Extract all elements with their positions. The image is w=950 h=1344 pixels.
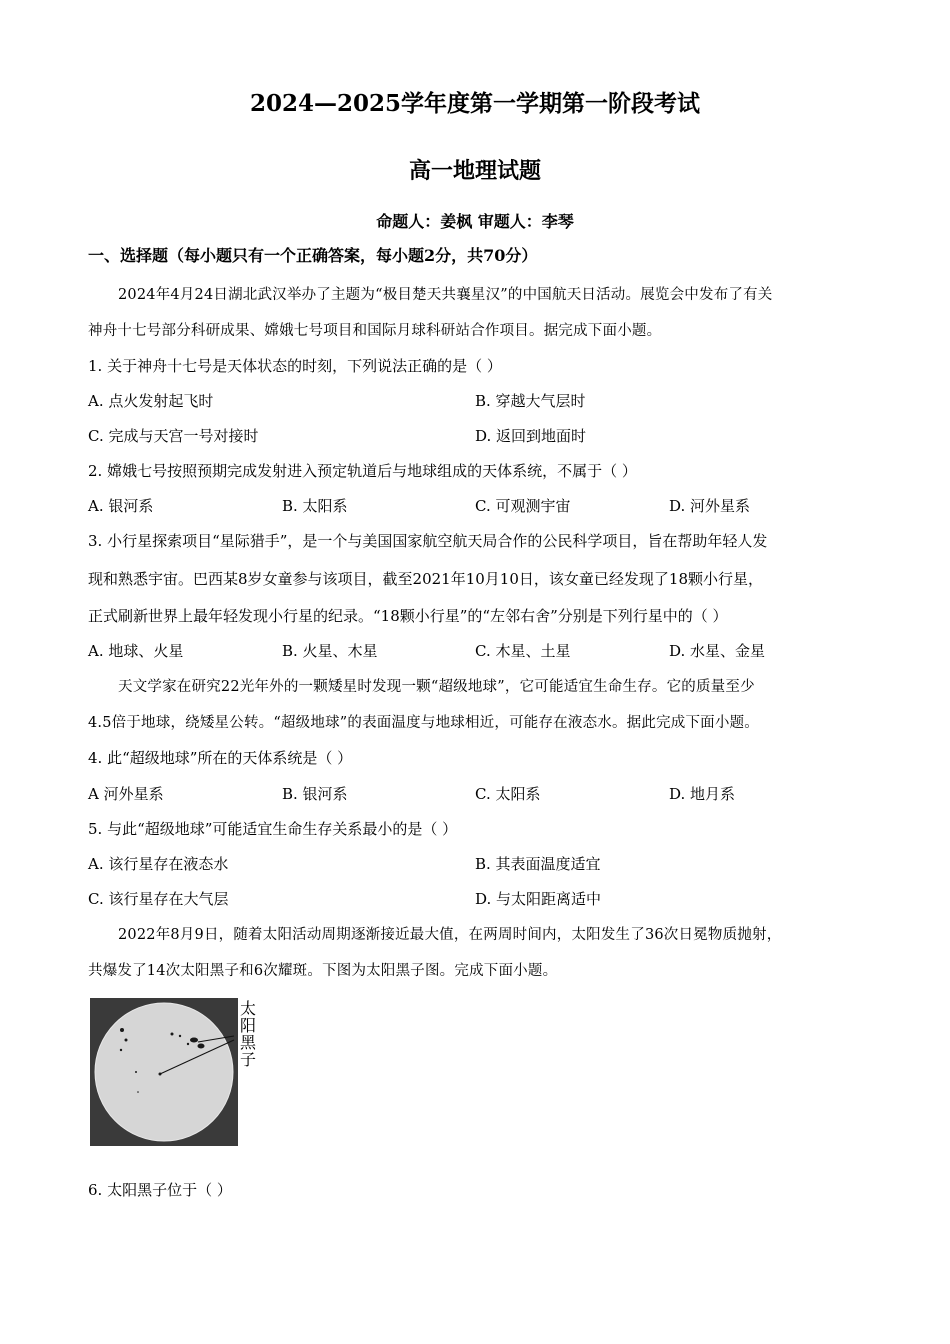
sunspot [137,1091,139,1093]
section-heading: 一、选择题（每小题只有一个正确答案，每小题2分，共70分） [88,246,538,265]
sunspot [187,1043,189,1045]
question-3-option-a: A. 地球、火星 [88,642,184,660]
question-1-option-c: C. 完成与天宫一号对接时 [88,427,259,445]
question-3-option-b: B. 火星、木星 [282,642,378,660]
passage-3-line-1: 2022年8月9日，随着太阳活动周期逐渐接近最大值，在两周时间内，太阳发生了36次日冕物质抛射， [118,927,782,943]
question-4-option-d: D. 地月系 [669,785,736,803]
exam-subtitle: 高一地理试题 [408,158,541,184]
sunspot [179,1035,181,1037]
sunspot-label-char: 太 [240,999,257,1018]
sunspot [171,1033,174,1036]
question-5-option-b: B. 其表面温度适宜 [475,855,601,873]
question-3-line-1: 3. 小行星探索项目“星际猎手”，是一个与美国国家航空航天局合作的公民科学项目，旨在帮助年轻人发 [88,532,768,550]
question-3-line-2: 现和熟悉宇宙。巴西某8岁女童参与该项目，截至2021年10月10日，该女童已经发现了18颗小行星， [88,570,763,588]
question-1-option-b: B. 穿越大气层时 [475,392,586,410]
question-1-stem: 1. 关于神舟十七号是天体状态的时刻，下列说法正确的是（ ） [88,357,502,375]
question-4-stem: 4. 此“超级地球”所在的天体系统是（ ） [88,749,353,767]
sunspot [198,1044,205,1049]
sunspot-label-char: 子 [240,1050,257,1069]
question-1-option-d: D. 返回到地面时 [475,427,587,445]
question-5-option-d: D. 与太阳距离适中 [475,890,602,908]
question-5-option-a: A. 该行星存在液态水 [88,855,229,873]
question-5-option-c: C. 该行星存在大气层 [88,890,229,908]
question-3-line-3: 正式刷新世界上最年轻发现小行星的纪录。“18颗小行星”的“左邻右舍”分别是下列行星中的（ ） [88,607,728,625]
question-2-stem: 2. 嫦娥七号按照预期完成发射进入预定轨道后与地球组成的天体系统，不属于（ ） [88,462,637,480]
question-2-option-c: C. 可观测宇宙 [475,497,571,515]
exam-title: 2024—2025学年度第一学期第一阶段考试 [249,90,701,117]
question-1-option-a: A. 点火发射起飞时 [88,392,214,410]
question-3-option-c: C. 木星、土星 [475,642,571,660]
sunspot [135,1071,137,1073]
sunspot [190,1038,198,1043]
question-6-stem: 6. 太阳黑子位于（ ） [88,1181,232,1199]
question-4-option-b: B. 银河系 [282,785,348,803]
sunspot-figure [90,996,270,1148]
sunspot [120,1049,122,1051]
passage-1-line-2: 神舟十七号部分科研成果、嫦娥七号项目和国际月球科研站合作项目。据完成下面小题。 [88,323,662,339]
sunspot-label-char: 阳 [240,1016,257,1035]
question-4-option-a: A 河外星系 [88,785,164,803]
question-2-option-a: A. 银河系 [88,497,154,515]
sunspot [120,1028,124,1032]
question-2-option-b: B. 太阳系 [282,497,348,515]
sunspot-label [240,1000,260,1068]
passage-3-line-2: 共爆发了14次太阳黑子和6次耀斑。下图为太阳黑子图。完成下面小题。 [88,963,558,979]
question-4-option-c: C. 太阳系 [475,785,541,803]
question-5-stem: 5. 与此“超级地球”可能适宜生命生存关系最小的是（ ） [88,820,458,838]
sunspot [125,1039,128,1042]
question-2-option-d: D. 河外星系 [669,497,751,515]
exam-authors: 命题人：姜枫 审题人：李琴 [376,212,574,231]
passage-1-line-1: 2024年4月24日湖北武汉举办了主题为“极目楚天共襄星汉”的中国航天日活动。展览会中发布了有关 [118,287,773,303]
passage-2-line-2: 4.5倍于地球，绕矮星公转。“超级地球”的表面温度与地球相近，可能存在液态水。据此完成下面小题。 [88,715,759,731]
passage-2-line-1: 天文学家在研究22光年外的一颗矮星时发现一颗“超级地球”，它可能适宜生命生存。它的质量至少 [118,679,755,695]
sunspot-label-char: 黑 [240,1033,257,1052]
question-3-option-d: D. 水星、金星 [669,642,766,660]
